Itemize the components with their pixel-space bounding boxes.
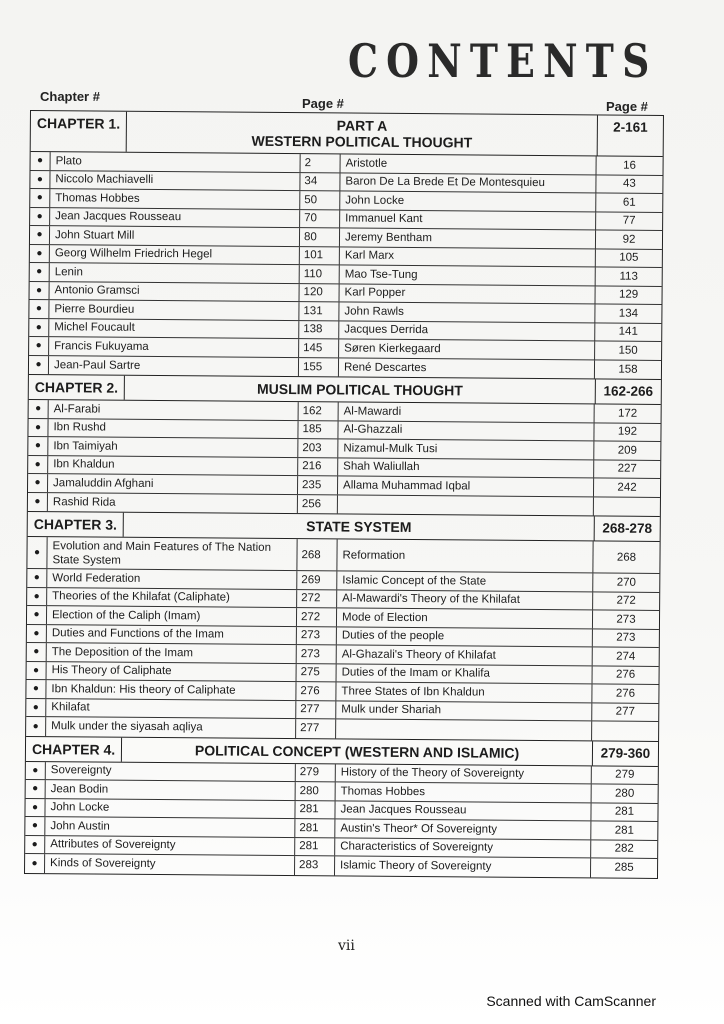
topic-right: Characteristics of Sovereignty — [335, 838, 591, 858]
bullet-icon: ● — [26, 780, 46, 798]
bullet-icon: ● — [27, 624, 47, 642]
chapter-rows — [26, 537, 660, 741]
bullet-icon: ● — [28, 474, 48, 492]
topic-left: Ibn Khaldun: His theory of Caliphate — [46, 680, 296, 699]
page-right — [592, 721, 658, 740]
topic-right: Islamic Concept of the State — [337, 571, 593, 591]
topic-right — [336, 719, 592, 740]
table-row — [25, 854, 657, 877]
topic-right: Duties of the people — [337, 627, 593, 647]
topic-right: Al-Mawardi — [339, 402, 595, 422]
topic-right: Jean Jacques Rousseau — [335, 801, 591, 821]
bullet-icon: ● — [26, 761, 46, 779]
topic-right: Al-Mawardi's Theory of the Khilafat — [337, 590, 593, 610]
chapter-title: POLITICAL CONCEPT (WESTERN AND ISLAMIC) — [194, 741, 520, 761]
page-left: 279 — [296, 764, 336, 782]
bullet-icon: ● — [30, 263, 50, 281]
topic-right: Aristotle — [341, 154, 597, 174]
page-right: 61 — [622, 196, 636, 209]
chapter-title: STATE SYSTEM — [306, 518, 412, 536]
page-right: 268 — [616, 551, 637, 564]
topic-left: The Deposition of the Imam — [47, 643, 297, 662]
bullet-icon: ● — [27, 661, 47, 679]
page-right: 273 — [616, 631, 636, 645]
bullet-icon: ● — [27, 606, 47, 624]
chapter-title-cell — [124, 513, 594, 541]
part-label: PART A — [336, 117, 388, 134]
page-right: 276 — [615, 668, 636, 682]
page-title: CONTENTS — [348, 34, 658, 88]
topic-left: Election of the Caliph (Imam) — [47, 606, 297, 625]
page-right: 150 — [618, 344, 638, 357]
topic-left: Antonio Gramsci — [50, 282, 300, 301]
topic-left: Khilafat — [46, 699, 296, 718]
chapter-page-range: 268-278 — [594, 516, 660, 541]
camscanner-watermark: Scanned with CamScanner — [486, 993, 656, 1009]
page-right — [594, 497, 660, 516]
topic-left: Sovereignty — [46, 762, 296, 781]
bullet-icon: ● — [30, 226, 50, 244]
topic-right: Shah Waliullah — [338, 458, 594, 478]
topic-left: Al-Farabi — [49, 400, 299, 419]
topic-right: Jeremy Bentham — [340, 228, 596, 248]
topic-right: Immanuel Kant — [340, 210, 596, 230]
bullet-icon: ● — [25, 817, 45, 835]
chapter-label: CHAPTER 4. — [26, 736, 122, 761]
bullet-icon: ● — [25, 798, 45, 816]
bullet-icon: ● — [30, 282, 50, 300]
topic-right: Søren Kierkegaard — [339, 339, 595, 359]
chapter-column-header: Chapter # — [40, 89, 100, 104]
page-left: 120 — [300, 284, 340, 302]
chapter-header — [31, 111, 663, 157]
page-right: 282 — [614, 842, 634, 856]
page-right: 113 — [619, 270, 638, 283]
page-left: 280 — [296, 782, 336, 800]
page-right: 272 — [616, 594, 636, 608]
chapter-rows — [29, 152, 663, 380]
page-right: 16 — [623, 159, 637, 172]
page-left: 145 — [299, 339, 339, 357]
topic-left: John Stuart Mill — [50, 226, 300, 245]
bullet-icon: ● — [29, 337, 49, 355]
table-row — [27, 537, 659, 574]
page-right: 242 — [617, 481, 637, 494]
bullet-icon: ● — [27, 569, 47, 587]
bullet-icon: ● — [25, 854, 45, 873]
page-right: 43 — [622, 177, 636, 191]
page-left: 275 — [297, 664, 337, 682]
chapter-title-cell — [122, 737, 592, 765]
bullet-icon: ● — [27, 537, 47, 568]
page-left: 110 — [300, 265, 340, 283]
page-column-header-right: Page # — [606, 99, 648, 114]
page-left: 283 — [295, 856, 335, 875]
topic-left: Niccolo Machiavelli — [50, 171, 300, 190]
chapter-label: CHAPTER 2. — [29, 375, 125, 400]
page-left: 276 — [296, 682, 336, 700]
topic-left: His Theory of Caliphate — [47, 662, 297, 681]
page-left: 256 — [298, 495, 338, 514]
bullet-icon: ● — [27, 643, 47, 661]
bullet-icon: ● — [26, 698, 46, 716]
page-left: 272 — [297, 590, 337, 608]
bullet-icon: ● — [29, 319, 49, 337]
page-left: 34 — [300, 173, 340, 191]
chapter-page-range: 279-360 — [592, 741, 658, 766]
page-left: 269 — [297, 571, 337, 589]
topic-left: Theories of the Khilafat (Caliphate) — [47, 588, 297, 607]
bullet-icon: ● — [26, 717, 46, 736]
page-right: 141 — [618, 325, 638, 339]
topic-right: Mode of Election — [337, 608, 593, 628]
bullet-icon: ● — [28, 418, 48, 436]
chapter-title-cell — [127, 112, 597, 156]
topic-right — [338, 495, 594, 516]
topic-left: Duties and Functions of the Imam — [47, 625, 297, 644]
page-left: 216 — [298, 458, 338, 476]
page-right: 158 — [618, 363, 638, 376]
page-left: 203 — [298, 439, 338, 457]
page-left: 70 — [300, 210, 340, 228]
contents-table — [24, 110, 664, 878]
topic-right: Baron De La Brede Et De Montesquieu — [340, 173, 596, 193]
page-right: 280 — [615, 787, 635, 800]
page-column-header-left: Page # — [302, 96, 344, 111]
page-right: 285 — [614, 861, 634, 875]
page-right: 281 — [614, 805, 635, 819]
bullet-icon: ● — [30, 171, 50, 189]
page-left: 277 — [296, 719, 336, 738]
topic-right: Reformation — [337, 539, 593, 572]
topic-left: Rashid Rida — [48, 493, 298, 513]
topic-right: Karl Marx — [340, 247, 596, 267]
page-left: 101 — [300, 247, 340, 265]
page-right: 273 — [616, 613, 636, 626]
page-left: 235 — [298, 476, 338, 494]
page-right: 227 — [617, 462, 637, 476]
page-left: 268 — [297, 539, 337, 570]
topic-left: Jean Bodin — [46, 780, 296, 799]
bullet-icon: ● — [28, 437, 48, 455]
topic-left: Attributes of Sovereignty — [45, 836, 295, 855]
topic-right: Duties of the Imam or Khalifa — [337, 664, 593, 684]
topic-left: Jean Jacques Rousseau — [50, 208, 300, 227]
topic-left: Francis Fukuyama — [49, 337, 299, 356]
topic-left: World Federation — [47, 569, 297, 588]
bullet-icon: ● — [29, 400, 49, 418]
topic-left: Lenin — [50, 263, 300, 282]
chapter-title-cell — [125, 376, 595, 404]
topic-left: Jamaluddin Afghani — [48, 474, 298, 493]
topic-right: Allama Muhammad Iqbal — [338, 476, 594, 496]
topic-left: John Austin — [45, 817, 295, 836]
page-right: 274 — [616, 650, 636, 663]
topic-right: John Locke — [340, 191, 596, 211]
topic-left: Ibn Khaldun — [48, 456, 298, 475]
chapter-rows — [25, 761, 658, 877]
page-right: 276 — [615, 687, 636, 700]
page-left: 155 — [299, 358, 339, 377]
topic-right: Al-Ghazzali — [338, 421, 594, 441]
page-left: 185 — [298, 421, 338, 439]
page-right: 172 — [617, 407, 638, 420]
page-right: 270 — [616, 576, 636, 589]
bullet-icon: ● — [26, 680, 46, 698]
bullet-icon: ● — [30, 245, 50, 263]
page-right: 279 — [615, 768, 635, 782]
topic-left: Mulk under the siyasah aqliya — [46, 717, 296, 737]
page-right: 209 — [617, 444, 637, 457]
page-left: 277 — [296, 701, 336, 719]
topic-right: History of the Theory of Sovereignty — [336, 764, 592, 784]
page-left: 80 — [300, 228, 340, 246]
page-left: 272 — [297, 608, 337, 626]
page-left: 281 — [295, 801, 335, 819]
page-left: 50 — [300, 191, 340, 209]
topic-right: Mulk under Shariah — [336, 701, 592, 721]
chapter-title: MUSLIM POLITICAL THOUGHT — [256, 380, 463, 399]
bullet-icon: ● — [30, 189, 50, 207]
bullet-icon: ● — [29, 356, 49, 375]
page-left: 281 — [295, 819, 335, 837]
topic-right: Al-Ghazali's Theory of Khilafat — [337, 645, 593, 665]
topic-left: Plato — [51, 152, 301, 171]
topic-right: Islamic Theory of Sovereignty — [335, 856, 591, 877]
topic-left: Thomas Hobbes — [50, 189, 300, 208]
topic-right: Nizamul-Mulk Tusi — [338, 439, 594, 459]
topic-left: Ibn Taimiyah — [48, 437, 298, 456]
page-right: 77 — [622, 214, 636, 228]
page-right: 277 — [615, 705, 635, 719]
topic-right: René Descartes — [339, 358, 595, 379]
page-left: 138 — [299, 321, 339, 339]
topic-right: John Rawls — [339, 302, 595, 322]
page-right: 129 — [618, 288, 639, 302]
bullet-icon: ● — [28, 492, 48, 511]
topic-left: Ibn Rushd — [48, 419, 298, 438]
page-left: 273 — [297, 627, 337, 645]
topic-right: Thomas Hobbes — [336, 782, 592, 802]
topic-left: John Locke — [45, 799, 295, 818]
bullet-icon: ● — [31, 152, 51, 170]
bullet-icon: ● — [27, 587, 47, 605]
topic-right: Three States of Ibn Khaldun — [336, 682, 592, 702]
chapter-rows — [28, 400, 661, 517]
chapter-title: WESTERN POLITICAL THOUGHT — [251, 132, 473, 151]
topic-left: Georg Wilhelm Friedrich Hegel — [50, 245, 300, 264]
page-number: vii — [338, 938, 355, 954]
topic-left: Evolution and Main Features of The Nation State System — [47, 537, 297, 570]
page-right: 92 — [622, 233, 636, 246]
chapter-page-range: 162-266 — [595, 379, 661, 404]
page-right: 281 — [614, 824, 635, 837]
bullet-icon: ● — [29, 300, 49, 318]
chapter-page-range: 2-161 — [597, 115, 663, 156]
topic-left: Pierre Bourdieu — [49, 300, 299, 319]
page-left: 281 — [295, 838, 335, 856]
bullet-icon: ● — [25, 835, 45, 853]
page-left: 2 — [301, 154, 341, 172]
chapter-label: CHAPTER 1. — [31, 111, 128, 152]
topic-right: Austin's Theor* Of Sovereignty — [335, 819, 591, 839]
topic-left: Michel Foucault — [49, 319, 299, 338]
topic-right: Mao Tse-Tung — [340, 265, 596, 285]
topic-right: Jacques Derrida — [339, 321, 595, 341]
chapter-label: CHAPTER 3. — [28, 512, 124, 537]
bullet-icon: ● — [28, 455, 48, 473]
topic-right: Karl Popper — [340, 284, 596, 304]
topic-left: Jean-Paul Sartre — [49, 356, 299, 376]
page-right: 105 — [619, 251, 639, 265]
page-left: 131 — [299, 302, 339, 320]
page-right: 134 — [618, 307, 639, 320]
page-left: 273 — [297, 645, 337, 663]
bullet-icon: ● — [30, 208, 50, 226]
topic-left: Kinds of Sovereignty — [45, 854, 295, 874]
page-left: 162 — [299, 402, 339, 420]
page-right: 192 — [617, 425, 638, 439]
